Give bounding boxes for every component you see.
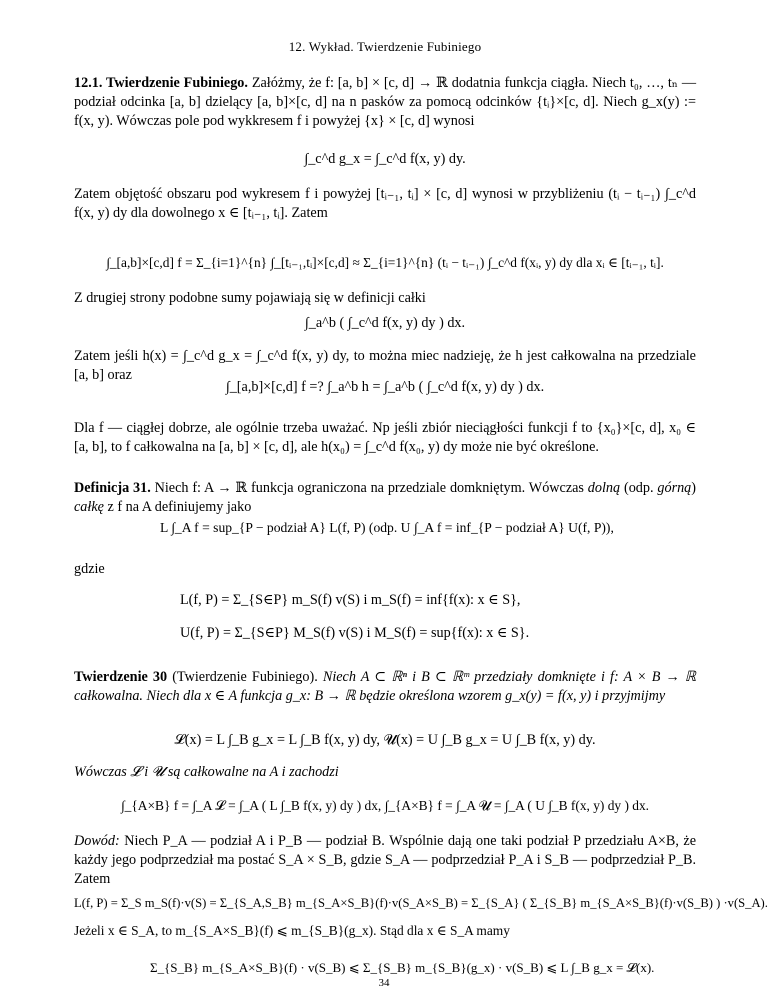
formula-9: L(f, P) = Σ_S m_S(f)·v(S) = Σ_{S_A,S_B} m_{S_A×S_B}(f)·v(S_A×S_B) = Σ_{S_A} ( Σ_{S_B} m_{S_A×S_B}(f)·v(S_B) ) ·v(S_A).: [74, 896, 768, 910]
definition-term-dolna: dolną: [587, 480, 621, 496]
definition-term-calke: całkę: [74, 499, 104, 515]
theorem-intro-heading: 12.1. Twierdzenie Fubiniego.: [74, 75, 248, 91]
theorem-intro-paragraph: [74, 74, 696, 131]
formula-2: ∫_[a,b]×[c,d] f = Σ_{i=1}^{n} ∫_[tᵢ₋₁,tᵢ]×[c,d] ≈ Σ_{i=1}^{n} (tᵢ − tᵢ₋₁) ∫_c^d f(xᵢ, y) dy dla xᵢ ∈ [tᵢ₋₁, tᵢ].: [106, 255, 664, 270]
definition-text-b: (odp.: [620, 480, 658, 496]
definition-text-c: ): [691, 480, 697, 496]
formula-6a: L(f, P) = Σ_{S∈P} m_S(f) v(S) i m_S(f) = inf{f(x): x ∈ S},: [180, 592, 521, 608]
theorem-30-text: Niech A ⊂ ℝⁿ i B ⊂ ℝᵐ przedziały domknięte i f: A × B → ℝ całkowalna. Niech dla x ∈ A funkcja g_x: B → ℝ będzie określona wzorem g_x(y) = f(x, y) i przyjmijmy: [74, 669, 696, 704]
page-number: 34: [378, 977, 390, 989]
formula-3: ∫_a^b ( ∫_c^d f(x, y) dy ) dx.: [304, 315, 466, 331]
formula-10: Σ_{S_B} m_{S_A×S_B}(f) · v(S_B) ⩽ Σ_{S_B} m_{S_B}(g_x) · v(S_B) ⩽ L ∫_B g_x = 𝓛(x).: [150, 960, 655, 975]
theorem-30-heading: Twierdzenie 30: [74, 669, 168, 685]
paragraph-7: Jeżeli x ∈ S_A, to m_{S_A×S_B}(f) ⩽ m_{S_B}(g_x). Stąd dla x ∈ S_A mamy: [74, 923, 510, 938]
page-header-title: 12. Wykład. Twierdzenie Fubiniego: [288, 39, 482, 54]
proof-text: Niech P_A — podział A i P_B — podział B. Wspólnie dają one taki podział P przedziału A×B, że każdy jego podprzedział ma postać S_A × S_B, gdzie S_A — podprzedział P_A i S_B — podprzedział P_B. Zatem: [74, 833, 696, 887]
theorem-30-subtitle: (Twierdzenie Fubiniego).: [172, 669, 318, 685]
formula-8: ∫_{A×B} f = ∫_A 𝓛 = ∫_A ( L ∫_B f(x, y) dy ) dx, ∫_{A×B} f = ∫_A 𝓤 = ∫_A ( U ∫_B f(x, y) dy ) dx.: [121, 798, 649, 813]
theorem-intro-text: Załóżmy, że f: [a, b] × [c, d] → ℝ dodatnia funkcja ciągła. Niech t₀, …, tₙ — podział odcinka [a, b] dzielący [a, b]×[c, d] na n pasków za pomocą odcinków {tᵢ}×[c, d]. Niech g_x(y) := f(x, y). Wówczas pole pod wykkresem f i powyżej {x} × [c, d] wynosi: [74, 75, 697, 129]
paragraph-3: Z drugiej strony podobne sumy pojawiają się w definicji całki: [74, 290, 426, 306]
theorem-30: [74, 668, 696, 706]
paragraph-6: Wówczas 𝓛 i 𝓤 są całkowalne na A i zachodzi: [74, 764, 339, 780]
formula-6b: U(f, P) = Σ_{S∈P} M_S(f) v(S) i M_S(f) = sup{f(x): x ∈ S}.: [180, 625, 530, 641]
formula-5: L ∫_A f = sup_{P − podział A} L(f, P) (odp. U ∫_A f = inf_{P − podział A} U(f, P)),: [160, 520, 614, 535]
definition-term-gorna: górną: [657, 480, 692, 496]
formula-4: ∫_[a,b]×[c,d] f =? ∫_a^b h = ∫_a^b ( ∫_c^d f(x, y) dy ) dx.: [225, 379, 545, 395]
gdzie-label: gdzie: [74, 561, 105, 577]
formula-1: ∫_c^d g_x = ∫_c^d f(x, y) dy.: [304, 151, 466, 167]
formula-7: 𝓛(x) = L ∫_B g_x = L ∫_B f(x, y) dy, 𝓤(x) = U ∫_B g_x = U ∫_B f(x, y) dy.: [174, 732, 596, 748]
proof-label: Dowód:: [74, 833, 120, 849]
definition-text-a: Niech f: A → ℝ funkcja ograniczona na przedziale domkniętym. Wówczas: [154, 480, 588, 496]
paragraph-5: Dla f — ciągłej dobrze, ale ogólnie trzeba uważać. Np jeśli zbiór nieciągłości funkcji f to {x₀}×[c, d], x₀ ∈ [a, b], to f całkowalna na [a, b] × [c, d], ale h(x₀) = ∫_c^d f(x₀, y) dy może nie być określone.: [74, 420, 696, 455]
definition-heading: Definicja 31.: [74, 480, 151, 496]
paragraph-4: Zatem jeśli h(x) = ∫_c^d g_x = ∫_c^d f(x, y) dy, to można miec nadzieję, że h jest całkowalna na przedziale [a, b] oraz: [74, 348, 696, 383]
definition-31: [74, 479, 696, 517]
paragraph-2: Zatem objętość obszaru pod wykresem f i powyżej [tᵢ₋₁, tᵢ] × [c, d] wynosi w przybliżeniu (tᵢ − tᵢ₋₁) ∫_c^d f(x, y) dy dla dowolnego x ∈ [tᵢ₋₁, tᵢ]. Zatem: [74, 186, 696, 221]
definition-text-d: z f na A definiujemy jako: [103, 499, 252, 515]
proof-paragraph: [74, 832, 696, 889]
